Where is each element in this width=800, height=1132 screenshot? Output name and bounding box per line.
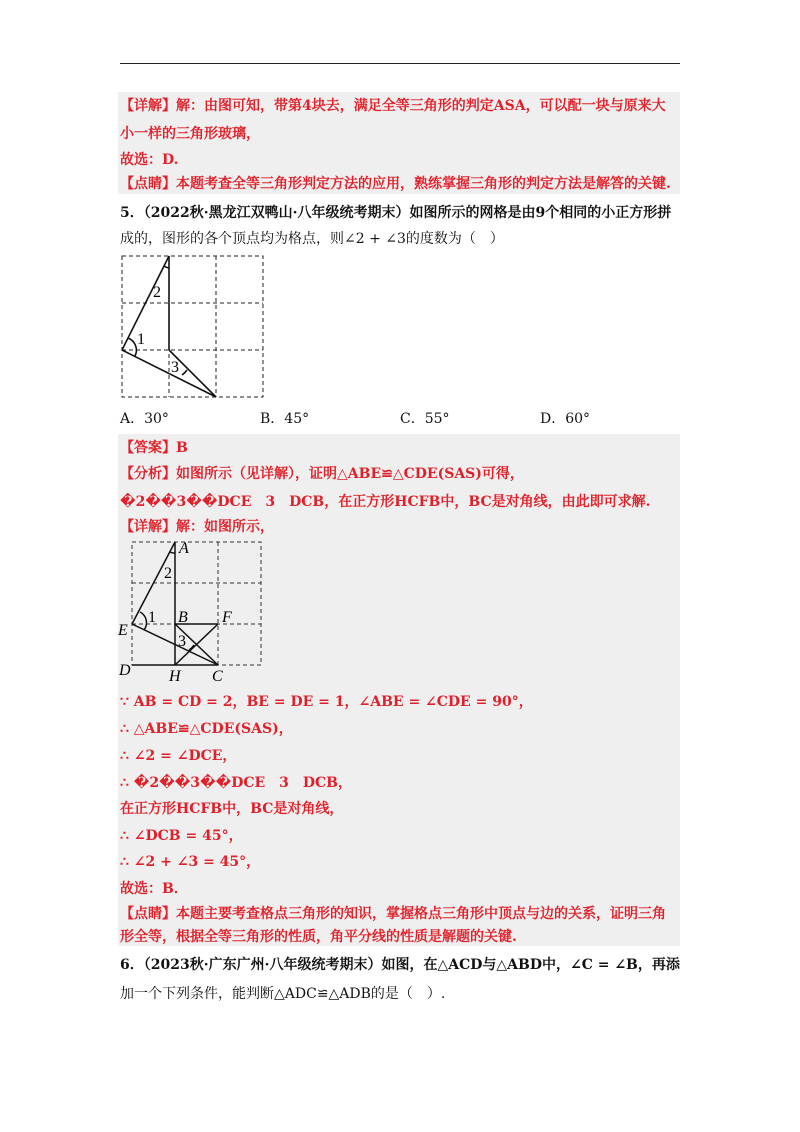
- fig1-label-3: 3: [171, 359, 179, 376]
- q5-option-d: D．60°: [540, 411, 591, 427]
- q5-grid-figure: [118, 252, 266, 400]
- fig2-label-E: E: [118, 622, 128, 639]
- q4-detail-line-2: 小一样的三角形玻璃，: [120, 126, 260, 142]
- fig2-label-1: 1: [148, 609, 156, 626]
- fig2-label-A: A: [179, 540, 189, 557]
- q5-detail-head: 【详解】解：如图所示，: [120, 519, 274, 535]
- q5-option-a: A．30°: [120, 411, 169, 427]
- q5-analysis-line-1: 【分析】如图所示（见详解），证明△ABE≌△CDE(SAS)可得，: [120, 466, 524, 482]
- q6-stem-line-2: 加一个下列条件，能判断△ADC≌△ADB的是（ ）.: [120, 986, 446, 1002]
- fig2-label-D: D: [119, 662, 131, 679]
- fig2-label-F: F: [222, 609, 232, 626]
- fig1-label-2: 2: [153, 284, 161, 301]
- q5-step-3: ∴ ∠2 = ∠DCE，: [120, 748, 237, 764]
- q5-solution-figure: [116, 538, 268, 684]
- q4-detail-line-1: 【详解】解：由图可知，带第4块去，满足全等三角形的判定ASA，可以配一块与原来大: [120, 98, 666, 114]
- q4-choice: 故选：D.: [120, 152, 179, 168]
- q6-stem-line-1: 6．（2023秋·广东广州·八年级统考期末）如图，在△ACD与△ABD中，∠C = ∠B，再添: [120, 957, 680, 973]
- q5-step-4: ∴ �2��3��DCE 3 DCB，: [120, 775, 353, 791]
- fig2-label-3: 3: [178, 633, 186, 650]
- q5-step-7: ∴ ∠2 + ∠3 = 45°，: [120, 854, 261, 870]
- fig2-label-2: 2: [164, 565, 172, 582]
- fig1-label-1: 1: [137, 331, 145, 348]
- fig2-label-B: B: [178, 609, 188, 626]
- q5-option-b: B．45°: [260, 411, 310, 427]
- q5-step-6: ∴ ∠DCB = 45°，: [120, 828, 243, 844]
- q5-comment-line-2: 形全等，根据全等三角形的性质，角平分线的性质是解题的关键.: [120, 929, 517, 945]
- q5-step-2: ∴ △ABE≌△CDE(SAS)，: [120, 721, 293, 737]
- q5-option-c: C．55°: [400, 411, 450, 427]
- q4-comment: 【点睛】本题考查全等三角形判定方法的应用，熟练掌握三角形的判定方法是解答的关键.: [120, 176, 671, 192]
- q5-analysis-line-2: �2��3��DCE 3 DCB，在正方形HCFB中，BC是对角线，由此即可求解.: [120, 494, 651, 510]
- q5-answer: 【答案】B: [120, 440, 188, 456]
- q5-stem-line-2: 成的，图形的各个顶点均为格点，则∠2 + ∠3的度数为（ ）: [120, 231, 504, 247]
- q5-comment-line-1: 【点睛】本题主要考查格点三角形的知识，掌握格点三角形中顶点与边的关系，证明三角: [120, 906, 666, 922]
- fig2-label-H: H: [169, 668, 181, 684]
- q5-step-5: 在正方形HCFB中，BC是对角线，: [120, 801, 344, 817]
- q5-stem-line-1: 5．（2022秋·黑龙江双鸭山·八年级统考期末）如图所示的网格是由9个相同的小正方形拼: [120, 205, 672, 221]
- q5-step-8: 故选：B．: [120, 881, 188, 897]
- q5-step-1: ∵ AB = CD = 2，BE = DE = 1，∠ABE = ∠CDE = 90°，: [120, 694, 533, 710]
- fig2-label-C: C: [212, 668, 223, 684]
- header-rule: [120, 63, 680, 64]
